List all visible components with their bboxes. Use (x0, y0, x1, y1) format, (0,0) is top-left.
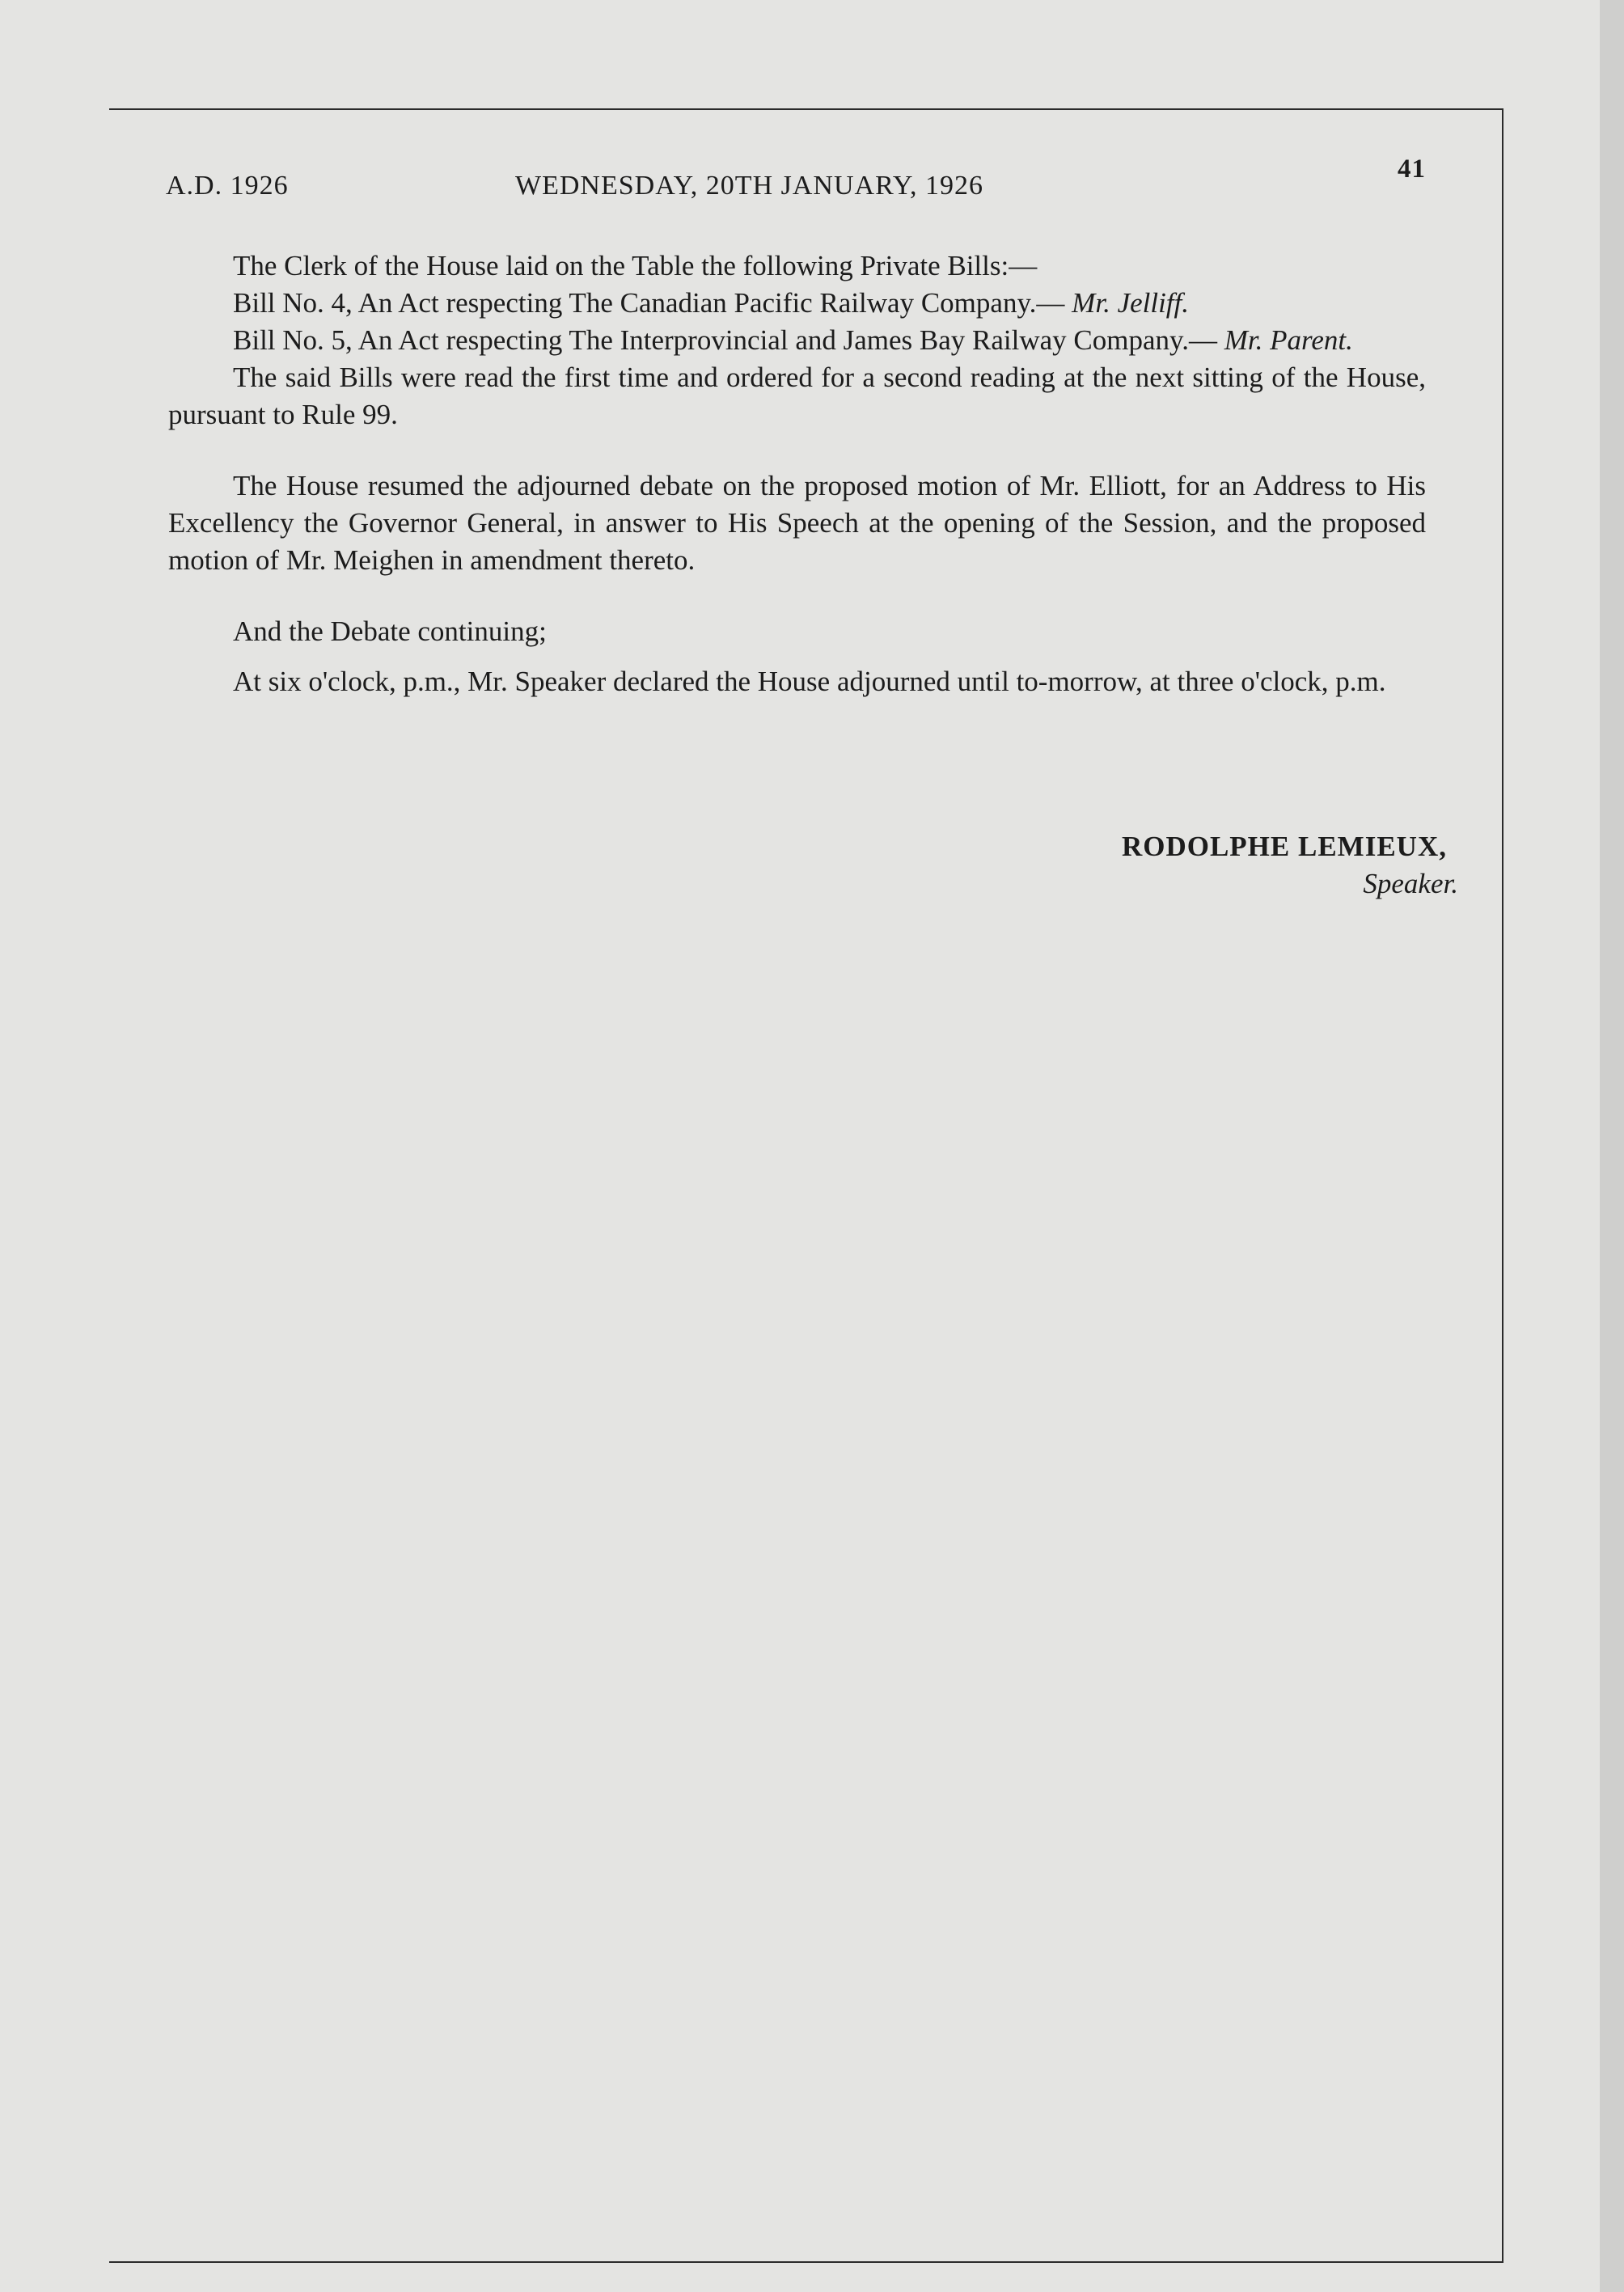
header-date: WEDNESDAY, 20TH JANUARY, 1926 (515, 171, 984, 201)
page-body (168, 247, 1426, 700)
page-header (166, 154, 1426, 219)
bill-5-entry (168, 322, 1426, 359)
bills-read-paragraph: The said Bills were read the first time and ordered for a second reading at the next sitting of the House, pursuant to Rule 99. (168, 362, 1426, 430)
header-year: A.D. 1926 (166, 171, 289, 201)
scan-edge (1600, 0, 1624, 2292)
page-number: 41 (1398, 154, 1426, 184)
signature-block (1121, 828, 1458, 903)
journal-page (109, 108, 1503, 2263)
debate-resumed-paragraph: The House resumed the adjourned debate on the proposed motion of Mr. Elliott, for an Address to His Excellency the Governor General, in answer to His Speech at the opening of the Session, and the proposed motion of Mr. Meighen in amendment thereto. (168, 470, 1426, 576)
bills-intro: The Clerk of the House laid on the Table the following Private Bills:— (233, 250, 1038, 281)
bill-4-mover: Mr. Jelliff. (1072, 287, 1190, 319)
bill-4-text: Bill No. 4, An Act respecting The Canadian Pacific Railway Company.— (233, 287, 1065, 319)
speaker-name: RODOLPHE LEMIEUX, (1121, 831, 1447, 862)
debate-continuing-paragraph: And the Debate continuing; (233, 615, 547, 647)
speaker-title: Speaker. (1363, 868, 1458, 899)
bill-5-mover: Mr. Parent. (1224, 324, 1353, 356)
bill-5-text: Bill No. 5, An Act respecting The Interprovincial and James Bay Railway Company.— (233, 324, 1217, 356)
bill-4-entry (168, 285, 1426, 322)
adjournment-paragraph: At six o'clock, p.m., Mr. Speaker declared the House adjourned until to-morrow, at three o'clock, p.m. (233, 666, 1386, 697)
